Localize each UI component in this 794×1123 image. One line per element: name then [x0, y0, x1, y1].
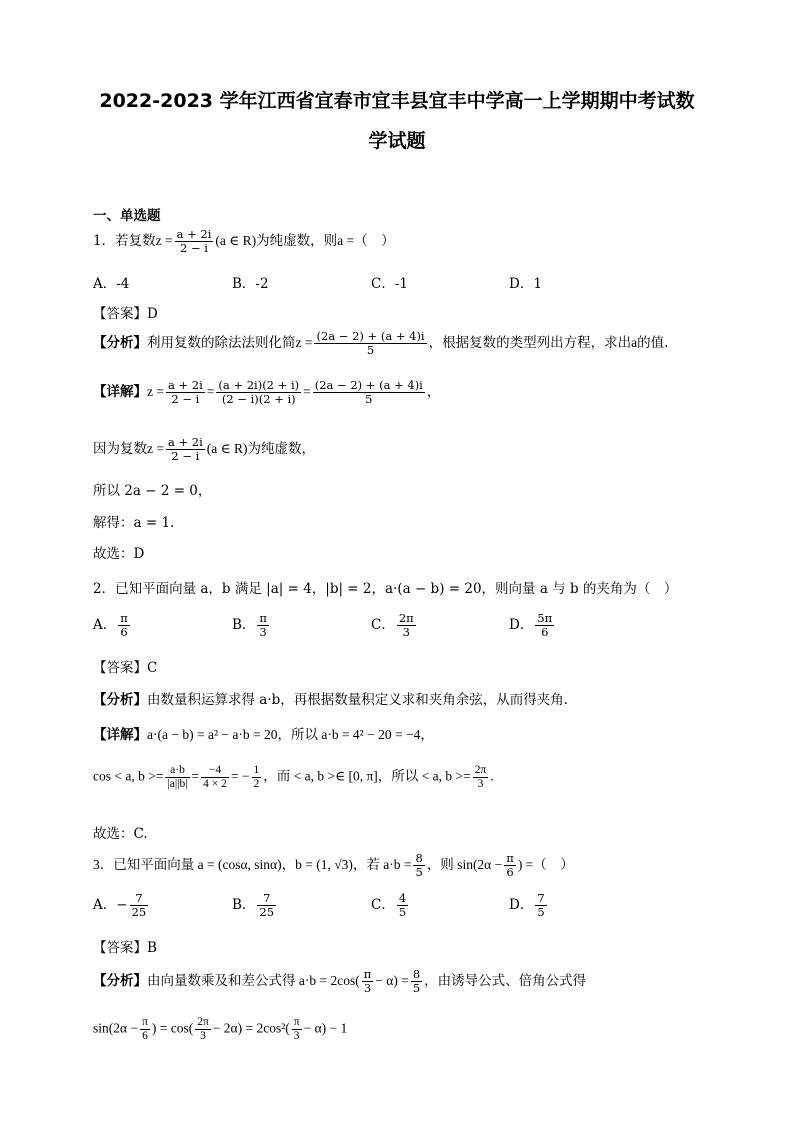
q3-opt-a-frac	[130, 892, 149, 919]
q2-opt-d-frac	[535, 612, 554, 639]
q3-last-den2: 3	[200, 1030, 206, 1042]
q3-option-b	[232, 892, 278, 919]
q1-suffix: 为纯虚数，则	[256, 233, 338, 249]
q1-analysis-den: 5	[366, 343, 375, 357]
q1-because-cond: (a ∈ R)	[206, 441, 248, 456]
q2-cos-mid: ，而 < a, b >∈ [0, π]，所以 < a, b >=	[263, 768, 471, 784]
q1-analysis	[93, 330, 668, 357]
q3-opt-a-num: 7	[130, 892, 149, 906]
q2-opt-b-frac	[257, 612, 269, 639]
q2-opt-a-num: π	[120, 611, 128, 625]
q3-last-den1: 6	[142, 1030, 148, 1042]
q3-analysis-den: 3	[363, 981, 372, 995]
q1-analysis-var: a	[631, 335, 638, 350]
q2-cos-eq2: = −	[230, 768, 250, 784]
q2-cos-end: .	[490, 768, 494, 784]
q2-cos-f1-num: a·b	[165, 764, 189, 778]
q2-detail-text: a·(a − b) = a² − a·b = 20，所以 a·b = 4² − 20 = −4，	[147, 727, 434, 742]
q2-cos-frac3	[252, 764, 262, 791]
q1-analysis-post: ，根据复数的类型列出方程，求出	[428, 335, 632, 351]
q1-detail-f3-num: (2a − 2) + (a + 4)i	[314, 378, 423, 392]
q1-choose: 故选：D	[93, 546, 145, 562]
q2-opt-d-den: 6	[541, 625, 549, 639]
q1-detail-frac3	[313, 379, 425, 406]
q3-analysis-num: π	[363, 967, 372, 981]
q1-option-b: B．-2	[232, 276, 269, 292]
q3-last-line	[93, 1016, 347, 1043]
q3-option-a	[93, 892, 150, 919]
q1-prefix: 1．若复数	[93, 233, 156, 249]
q1-detail-f1-num: a + 2i	[167, 378, 203, 392]
q3-stem-den: 5	[415, 865, 423, 879]
q3-last-num3: π	[293, 1016, 300, 1028]
q3-stem-frac1	[413, 852, 424, 879]
q3-option-c	[371, 892, 410, 919]
q3-opt-b-frac	[257, 892, 276, 919]
q1-because-post: 为纯虚数，	[247, 441, 316, 457]
q2-opt-a-den: 6	[120, 625, 128, 639]
q2-cos-f4-den: 3	[477, 778, 484, 790]
q1-analysis-end: 的值.	[637, 335, 669, 351]
q2-cos-frac4	[473, 764, 489, 791]
q3-answer: 【答案】B	[93, 940, 157, 956]
q1-detail-f2-den: (2 − i)(2 + i)	[221, 392, 296, 406]
q3-stem-num: 8	[415, 851, 423, 865]
q3-option-d	[509, 892, 549, 919]
q3-last-frac2	[195, 1016, 211, 1043]
q3-analysis-mid: − α) =	[375, 973, 409, 988]
q2-opt-c-num: 2π	[398, 611, 414, 625]
q3-opt-c-label: C．	[371, 897, 395, 913]
q3-opt-d-den: 5	[537, 905, 545, 919]
q3-opt-b-den: 25	[259, 905, 275, 919]
q1-analysis-z: z =	[295, 335, 313, 350]
q3-analysis-pre: 由向量数乘及和差公式得 a·b = 2cos(	[147, 973, 360, 988]
q1-because-den: 2 − i	[171, 449, 200, 463]
q2-opt-c-label: C．	[371, 617, 395, 633]
q3-last-mid1: ) = cos(	[151, 1020, 194, 1036]
q1-frac-num: a + 2i	[176, 227, 212, 241]
q3-opt-c-num: 4	[398, 891, 407, 905]
q3-stem-pre: 3．已知平面向量 a = (cosα, sinα)，b = (1, √3)，若 a·b =	[93, 857, 412, 872]
q1-option-a: A．-4	[93, 276, 130, 292]
q3-stem-frac2	[504, 852, 516, 879]
q3-opt-c-frac	[397, 892, 408, 919]
q1-detail-f1-den: 2 − i	[171, 392, 200, 406]
q3-stem-den2: 6	[506, 865, 514, 879]
q3-stem-mid: ，则 sin(2α −	[426, 857, 503, 872]
q3-opt-b-num: 7	[257, 892, 276, 906]
q2-opt-c-den: 3	[402, 625, 410, 639]
q3-analysis-frac1	[362, 968, 374, 995]
page-title-line2: 学试题	[368, 130, 426, 152]
page-title-line1: 2022-2023 学年江西省宜春市宜丰县宜丰中学高一上学期期中考试数	[99, 90, 695, 112]
q3-last-num2: 2π	[197, 1016, 209, 1028]
q2-option-d	[509, 612, 556, 639]
q3-opt-c-den: 5	[398, 905, 407, 919]
q2-answer: 【答案】C	[93, 660, 158, 676]
q3-last-pre: sin(2α −	[93, 1020, 139, 1036]
q3-opt-a-den: 25	[131, 905, 147, 919]
q3-last-num1: π	[142, 1016, 148, 1028]
q3-analysis-frac2	[411, 968, 422, 995]
q2-option-b	[232, 612, 271, 639]
q3-opt-d-frac	[535, 892, 546, 919]
q1-because	[93, 436, 315, 463]
q1-z: z =	[155, 233, 173, 248]
q3-last-frac1	[140, 1016, 150, 1043]
q1-analysis-num: (2a − 2) + (a + 4)i	[316, 329, 425, 343]
q3-analysis-post: ，由诱导公式、倍角公式得	[424, 973, 587, 989]
q2-analysis-text: 由数量积运算求得 a·b，再根据数量积定义求和夹角余弦，从而得夹角.	[147, 692, 569, 708]
q1-analysis-pre: 利用复数的除法法则化简	[147, 335, 296, 351]
q1-frac-den: 2 − i	[180, 241, 208, 255]
q3-analysis-den2: 5	[412, 981, 421, 995]
q1-so: 所以 2a − 2 = 0，	[93, 483, 212, 499]
q2-opt-d-num: 5π	[537, 611, 553, 625]
q2-detail-label: 【详解】	[93, 727, 147, 743]
q1-fraction	[175, 228, 214, 255]
q2-opt-a-label: A．	[93, 617, 117, 633]
q1-analysis-fraction	[314, 330, 426, 357]
q1-cond: (a ∈ R)	[215, 233, 257, 248]
q3-last-end: − α) − 1	[303, 1020, 348, 1036]
q2-cos-f3-num: 1	[253, 764, 260, 776]
q3-opt-b-label: B．	[232, 897, 256, 913]
q1-detail-frac1	[166, 379, 205, 406]
q3-opt-d-label: D．	[509, 897, 534, 913]
q1-because-z: z =	[147, 441, 164, 456]
q2-cos-f2-den: 4 × 2	[203, 778, 227, 790]
q2-cos-f2-num: −4	[201, 764, 229, 778]
q1-detail-end: ，	[426, 384, 441, 400]
q2-opt-d-label: D．	[509, 617, 534, 633]
q2-opt-a-frac	[118, 612, 130, 639]
q1-stem	[93, 228, 395, 255]
q1-because-fraction	[166, 436, 205, 463]
q2-cos-frac2	[201, 764, 229, 791]
q2-cos-f3-den: 2	[253, 778, 260, 790]
q3-stem-end: ) =（ ）	[517, 857, 574, 872]
q2-cos-f4-num: 2π	[474, 764, 487, 776]
q1-analysis-label: 【分析】	[93, 335, 147, 351]
q3-last-mid2: − 2α) = 2cos²(	[212, 1020, 290, 1036]
q2-analysis	[93, 688, 568, 708]
q3-analysis-num2: 8	[412, 967, 421, 981]
q1-because-pre: 因为复数	[93, 441, 147, 457]
q1-detail-label: 【详解】	[93, 384, 147, 400]
q2-cos-f1-den: |a||b|	[167, 778, 188, 790]
q1-option-d: D．1	[509, 276, 542, 292]
q3-opt-a-label: A．−	[93, 897, 128, 913]
q1-option-c: C．-1	[371, 276, 408, 292]
q1-solve: 解得：a = 1.	[93, 515, 175, 531]
q1-ask: a =（ ）	[337, 233, 395, 248]
q1-detail: 【详解】z = $\frac{a + 2i}{2 - i}$ = $\frac{(a + 2i)(2 + i)}{(2 - i)(2 + i)}$ = $\frac{(2a - 2) + (a + 4)i}{5}$ ，	[93, 378, 441, 406]
q2-cos-frac1	[165, 764, 189, 791]
q2-option-c	[371, 612, 418, 639]
q2-stem: 2．已知平面向量 a，b 满足 |a| = 4，|b| = 2，a·(a − b) = 20，则向量 a 与 b 的夹角为（ ）	[93, 581, 678, 597]
q2-opt-b-label: B．	[232, 617, 256, 633]
q1-answer: 【答案】D	[93, 306, 158, 322]
q1-detail-z: z =	[147, 384, 164, 399]
q2-analysis-label: 【分析】	[93, 692, 147, 708]
q2-opt-b-num: π	[259, 611, 267, 625]
q3-stem-num2: π	[506, 851, 514, 865]
q3-analysis	[93, 968, 586, 995]
q3-analysis-label: 【分析】	[93, 973, 147, 989]
q2-cos-pre: cos < a, b >=	[93, 768, 164, 784]
q3-last-frac3	[292, 1016, 302, 1043]
q2-choose: 故选：C.	[93, 826, 148, 842]
q1-detail-frac2	[216, 379, 301, 406]
q1-detail-f2-num: (a + 2i)(2 + i)	[218, 378, 300, 392]
q2-opt-c-frac	[397, 612, 416, 639]
q2-cos-eq: =	[191, 768, 200, 784]
q3-opt-d-num: 7	[537, 891, 545, 905]
section-heading: 一、单选题	[93, 208, 161, 224]
q2-opt-b-den: 3	[259, 625, 267, 639]
q3-stem	[93, 852, 574, 879]
q2-cos-line	[93, 764, 494, 791]
q2-detail	[93, 723, 434, 743]
q2-option-a	[93, 612, 132, 639]
q1-detail-f3-den: 5	[365, 392, 373, 406]
q3-last-den3: 3	[293, 1030, 300, 1042]
q1-because-num: a + 2i	[167, 435, 203, 449]
